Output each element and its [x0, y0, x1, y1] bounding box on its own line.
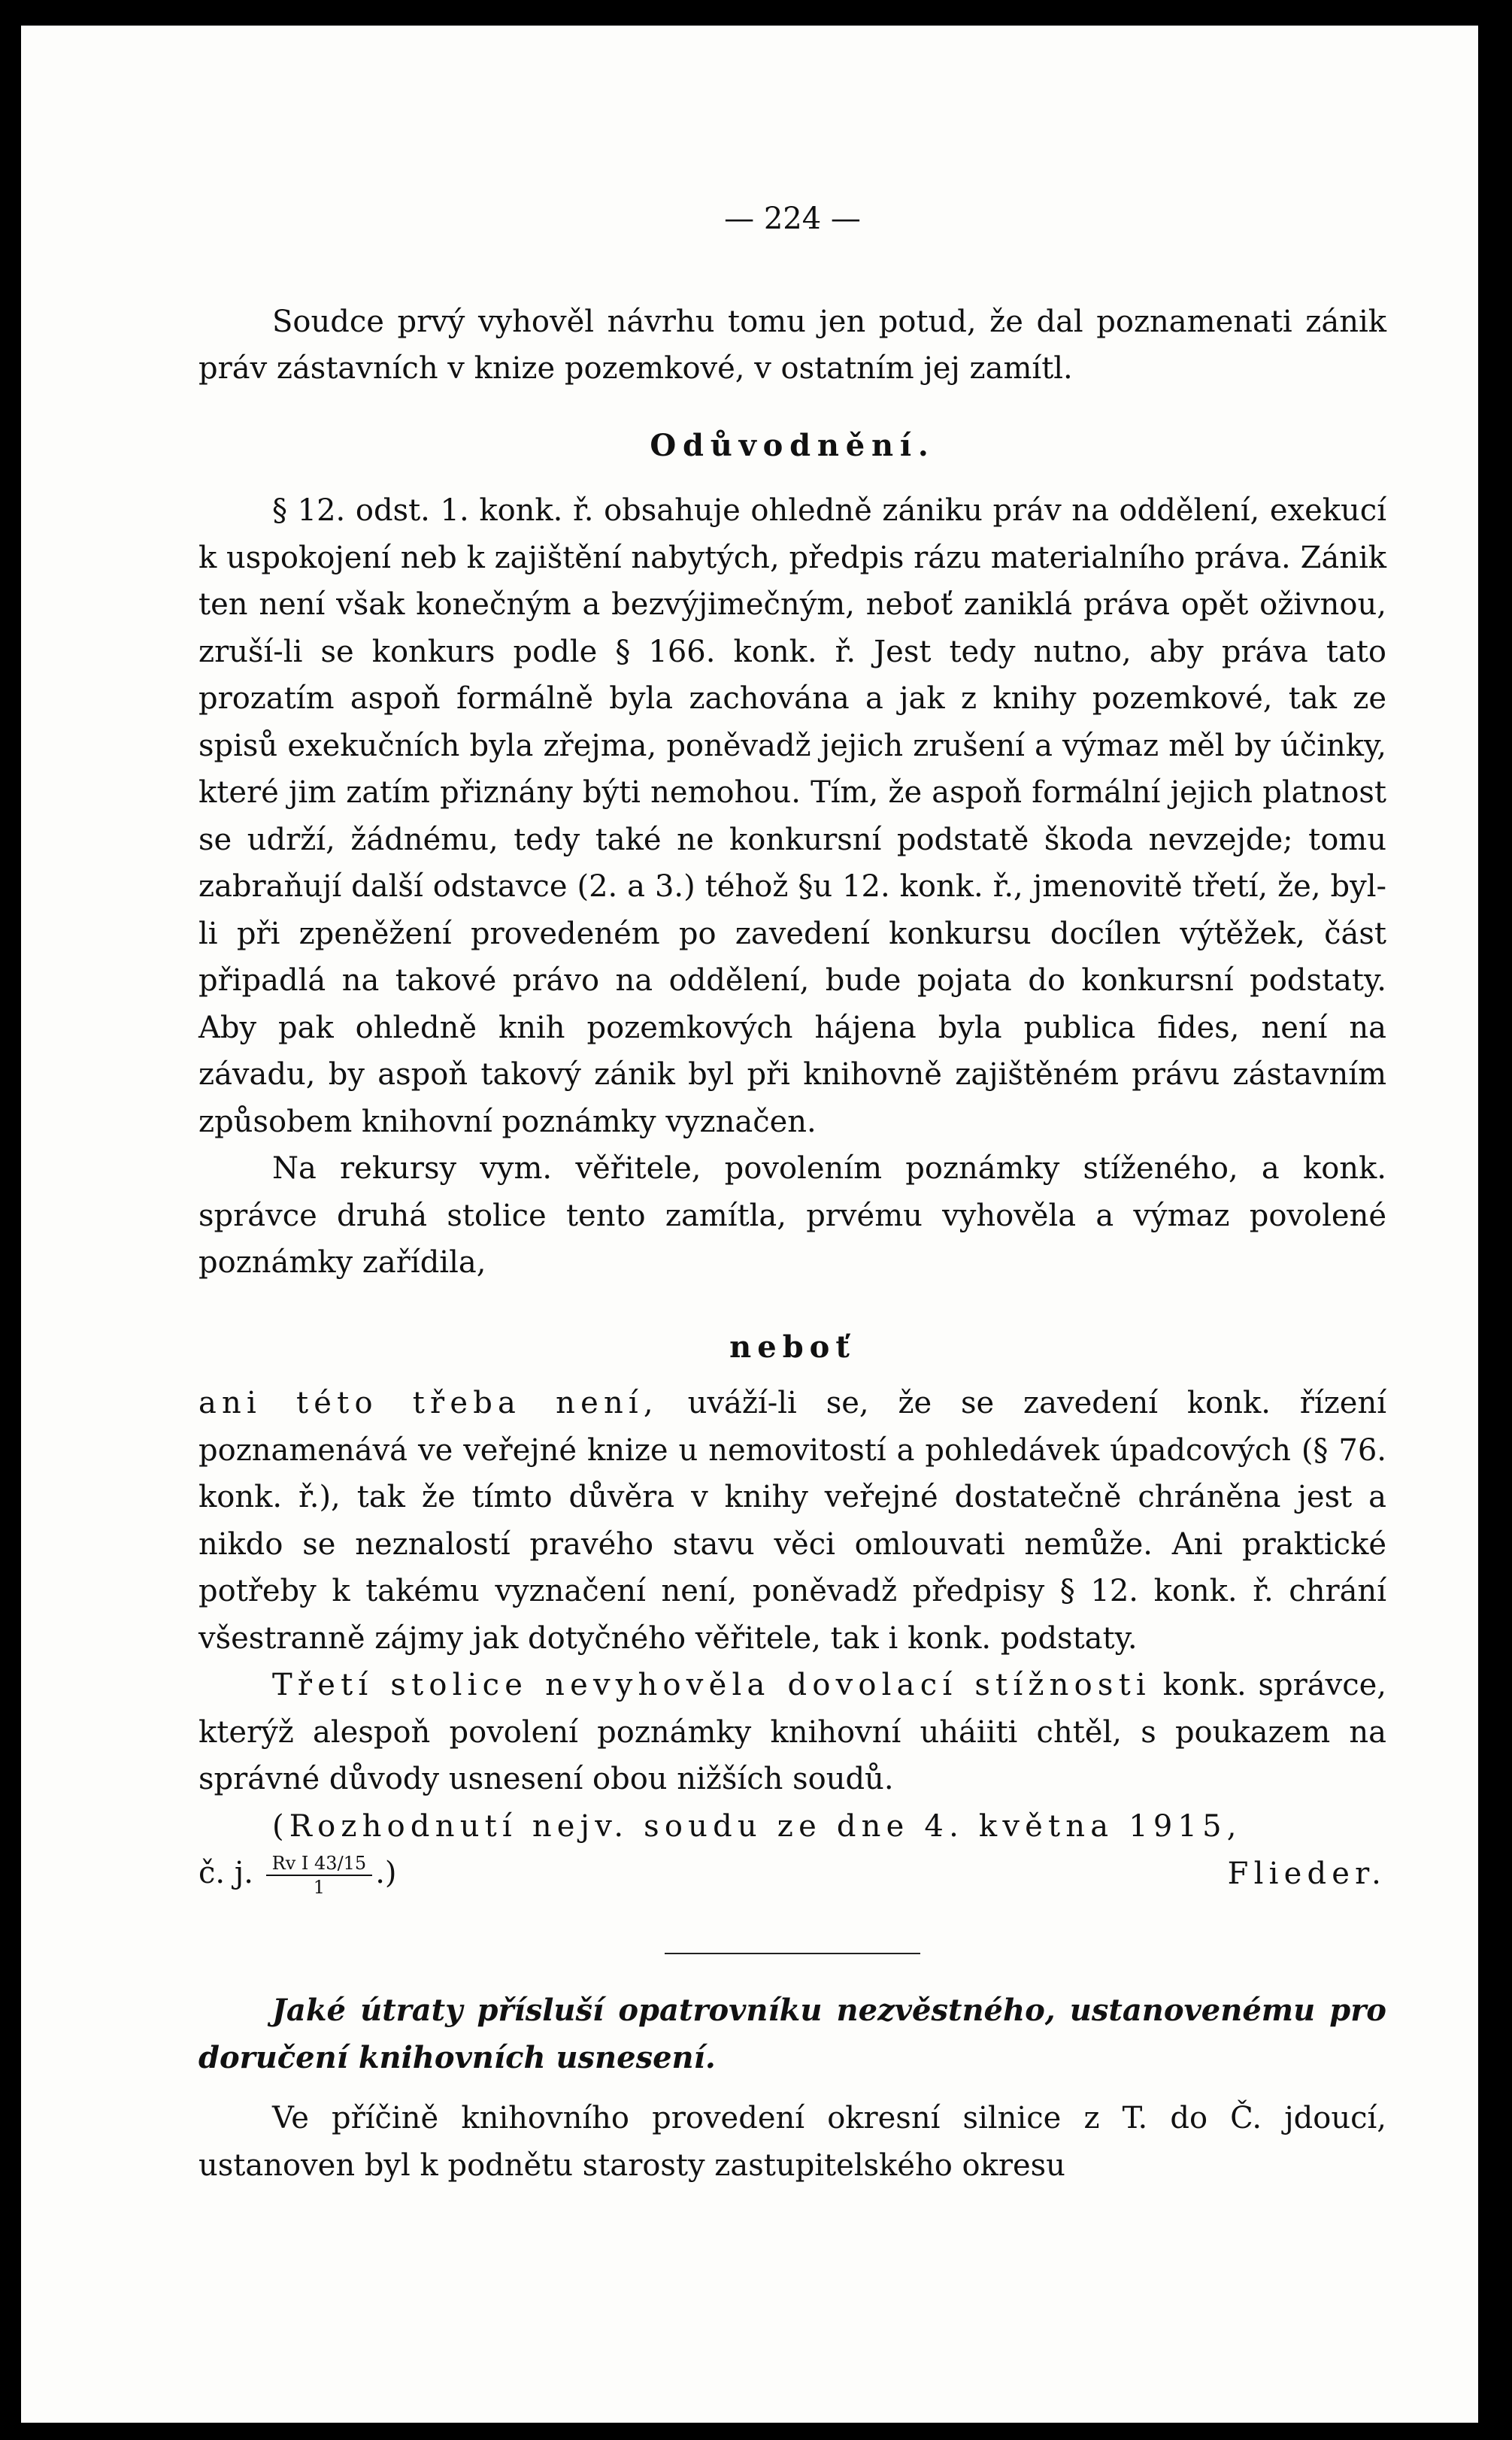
paragraph-last: Ve příčině knihovního provedení okresní silnice z T. do Č. jdoucí, ustanoven byl k podnětu starosty zastupitelského okresu — [198, 2101, 1386, 2183]
section-divider — [665, 1953, 920, 1954]
case-reference-row — [198, 1850, 1386, 1899]
heading-reasons: Odůvodnění. — [650, 427, 935, 463]
paragraph-intro: Soudce prvý vyhověl návrhu tomu jen potud, že dal poznamenati zánik práv zástavních v knize pozemkové, v ostatním jej zamítl. — [198, 304, 1386, 386]
page-number: — 224 — — [724, 202, 861, 236]
case-denominator: 1 — [313, 1877, 326, 1898]
book-page — [21, 26, 1478, 2423]
decision-line: (Rozhodnutí nejv. soudu ze dne 4. května 1915, — [272, 1808, 1242, 1844]
paragraph-nebot — [198, 1380, 1386, 1662]
third-instance-rest: konk. správce, kterýž alespoň povolení poznámky knihovní uháiiti chtěl, s poukazem na správné důvody usnesení obou nižších soudů. — [198, 1668, 1386, 1796]
nebot-lead: ani této třeba není, — [198, 1386, 659, 1420]
case-close: .) — [375, 1856, 397, 1890]
paragraph-third-instance — [198, 1662, 1386, 1803]
heading-nebot: neboť — [729, 1329, 856, 1365]
case-numerator: Rv I 43/15 — [266, 1852, 373, 1876]
paragraph-rekursy: Na rekursy vym. věřitele, povolením poznámky stíženého, a konk. správce druhá stolice tento zamítla, prvému vyhověla a výmaz povolené poznámky zařídila, — [198, 1151, 1386, 1280]
case-reference — [198, 1850, 397, 1899]
text-block — [198, 196, 1386, 2189]
third-instance-lead: Třetí stolice nevyhověla dovolací stížnosti — [272, 1668, 1151, 1702]
paragraph-reasons: § 12. odst. 1. konk. ř. obsahuje ohledně zániku práv na oddělení, exekucí k uspokojení neb k zajištění nabytých, předpis rázu materialního práva. Zánik ten není však konečným a bezvýjimečným, neboť zaniklá práva opět oživnou, zruší-li se konkurs podle § 166. konk. ř. Jest tedy nutno, aby práva tato prozatím aspoň formálně byla zachována a jak z knihy pozemkové, tak ze spisů exekučních byla zřejma, poněvadž jejich zrušení a výmaz měl by účinky, které jim zatím přiznány býti nemohou. Tím, že aspoň formální jejich platnost se udrží, žádnému, tedy také ne konkursní podstatě škoda nevzejde; tomu zabraňují další odstavce (2. a 3.) téhož §u 12. konk. ř., jmenovitě třetí, že, byl-li při zpeněžení provedeném po zavedení konkursu docílen výtěžek, část připadlá na takové právo na oddělení, bude pojata do konkursní podstaty. Aby pak ohledně knih pozemkových hájena byla publica fides, není na závadu, by aspoň takový zánik byl při knihovně zajištěném právu zástavním způsobem knihovní poznámky vyznačen. — [198, 493, 1386, 1139]
italic-section-heading: Jaké útraty přísluší opatrovníku nezvěstného, ustanovenému pro doručení knihovních usnesení. — [198, 1993, 1386, 2075]
case-prefix: č. j. — [198, 1856, 253, 1890]
nebot-rest: uváží-li se, že se zavedení konk. řízení poznamenává ve veřejné knize u nemovitostí a pohledávek úpadcových (§ 76. konk. ř.), tak že tímto důvěra v knihy veřejné dostatečně chráněna jest a nikdo se neznalostí pravého stavu věci omlouvati nemůže. Ani praktické potřeby k takému vyznačení není, poněvadž předpisy § 12. konk. ř. chrání všestranně zájmy jak dotyčného věřitele, tak i konk. podstaty. — [198, 1386, 1386, 1656]
case-number-fraction — [266, 1852, 373, 1899]
signer-name: Flieder. — [1227, 1857, 1386, 1892]
